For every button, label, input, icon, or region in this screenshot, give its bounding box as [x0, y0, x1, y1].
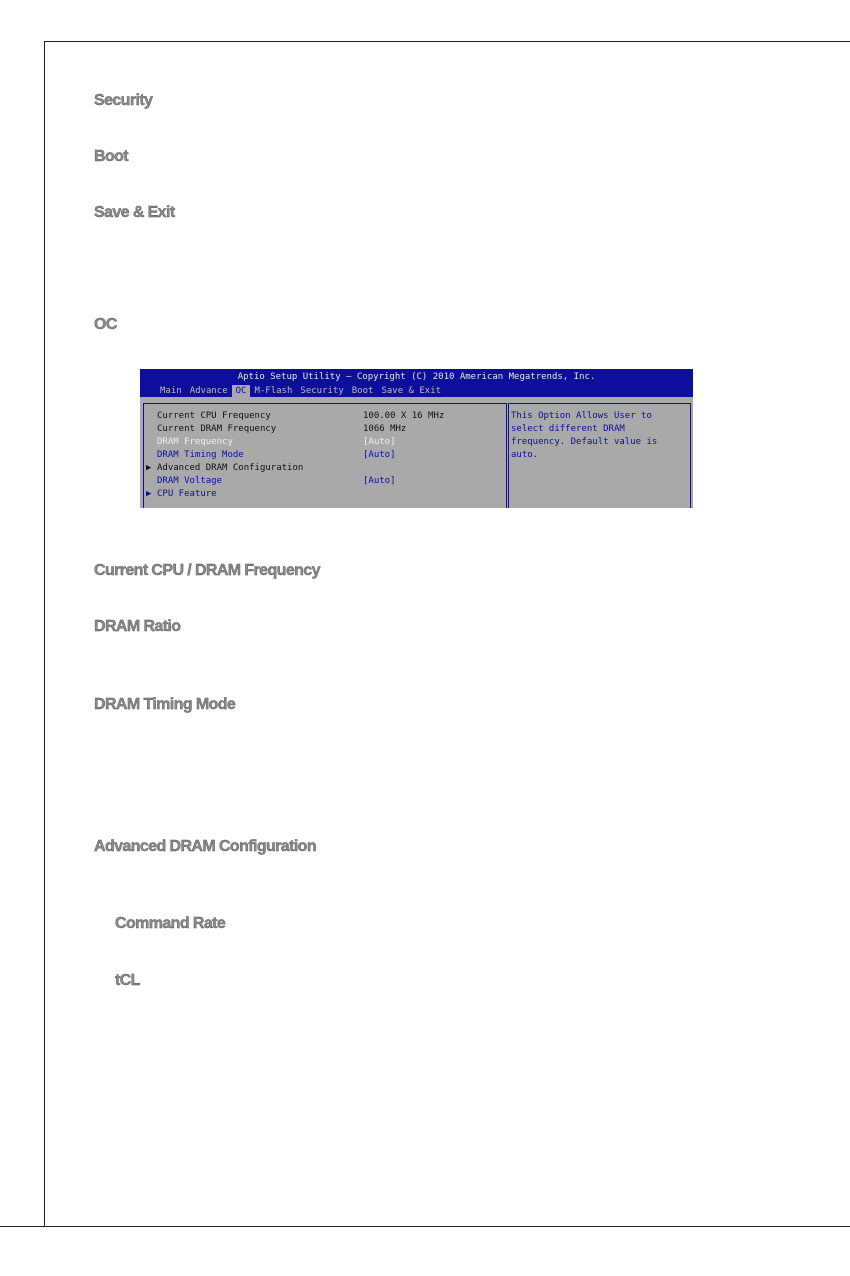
- bios-row-label: DRAM Voltage: [157, 476, 223, 486]
- bios-row-value: 100.00 X 16 MHz: [363, 411, 445, 421]
- heading-tcl: tCL: [115, 972, 140, 989]
- heading-oc: OC: [94, 316, 117, 333]
- bios-row-label: Current DRAM Frequency: [157, 424, 277, 434]
- bios-row-value[interactable]: [Auto]: [363, 476, 396, 486]
- bios-row-value: 1066 MHz: [363, 424, 407, 434]
- bios-help-panel: [508, 403, 691, 508]
- bios-row-label: Current CPU Frequency: [157, 411, 271, 421]
- bios-tab-boot[interactable]: Boot: [351, 386, 374, 396]
- bios-row-current-cpu-frequency: [144, 410, 504, 423]
- heading-dram-ratio: DRAM Ratio: [94, 618, 181, 635]
- bios-tab-save-exit[interactable]: Save & Exit: [381, 386, 442, 396]
- bios-row-label: DRAM Timing Mode: [157, 450, 244, 460]
- bios-tab-main[interactable]: Main: [160, 386, 182, 396]
- bios-row-cpu-feature[interactable]: [144, 488, 504, 501]
- bios-row-label: Advanced DRAM Configuration: [157, 463, 304, 473]
- bios-header-bar: [140, 369, 693, 397]
- bios-screenshot: [140, 369, 693, 508]
- bios-help-text: [511, 410, 687, 462]
- heading-security: Security: [94, 92, 153, 109]
- bios-row-dram-timing-mode[interactable]: [144, 449, 504, 462]
- bios-tab-oc[interactable]: OC: [232, 385, 251, 397]
- bios-row-value[interactable]: [Auto]: [363, 450, 396, 460]
- heading-command-rate: Command Rate: [115, 915, 226, 932]
- page-frame-top-border: [44, 41, 850, 42]
- help-line: This Option Allows User to: [511, 411, 652, 421]
- bios-title: Aptio Setup Utility – Copyright (C) 2010 American Megatrends, Inc.: [237, 372, 596, 382]
- heading-advanced-dram-configuration: Advanced DRAM Configuration: [94, 838, 317, 855]
- help-line: auto.: [511, 450, 539, 460]
- heading-current-cpu-dram-frequency: Current CPU / DRAM Frequency: [94, 562, 320, 579]
- bios-tab-security[interactable]: Security: [300, 386, 344, 396]
- help-line: select different DRAM: [511, 424, 625, 434]
- submenu-arrow-icon: ▶: [146, 489, 152, 499]
- bios-row-label: CPU Feature: [157, 489, 217, 499]
- bios-tab-m-flash[interactable]: M-Flash: [254, 386, 293, 396]
- help-line: frequency. Default value is: [511, 437, 658, 447]
- bios-row-value[interactable]: [Auto]: [363, 437, 396, 447]
- bios-row-label: DRAM Frequency: [157, 437, 233, 447]
- page-frame-left-border: [44, 41, 45, 1226]
- page-frame-bottom-border: [0, 1226, 850, 1227]
- bios-tab-advance[interactable]: Advance: [189, 386, 228, 396]
- submenu-arrow-icon: ▶: [146, 463, 152, 473]
- bios-row-advanced-dram-configuration[interactable]: [144, 462, 504, 475]
- heading-dram-timing-mode: DRAM Timing Mode: [94, 696, 236, 713]
- bios-row-dram-frequency[interactable]: [144, 436, 504, 449]
- bios-row-current-dram-frequency: [144, 423, 504, 436]
- heading-boot: Boot: [94, 148, 129, 165]
- bios-tab-bar: [156, 385, 445, 397]
- bios-row-dram-voltage[interactable]: [144, 475, 504, 488]
- heading-save-exit: Save & Exit: [94, 204, 175, 221]
- bios-settings-panel: [143, 403, 507, 508]
